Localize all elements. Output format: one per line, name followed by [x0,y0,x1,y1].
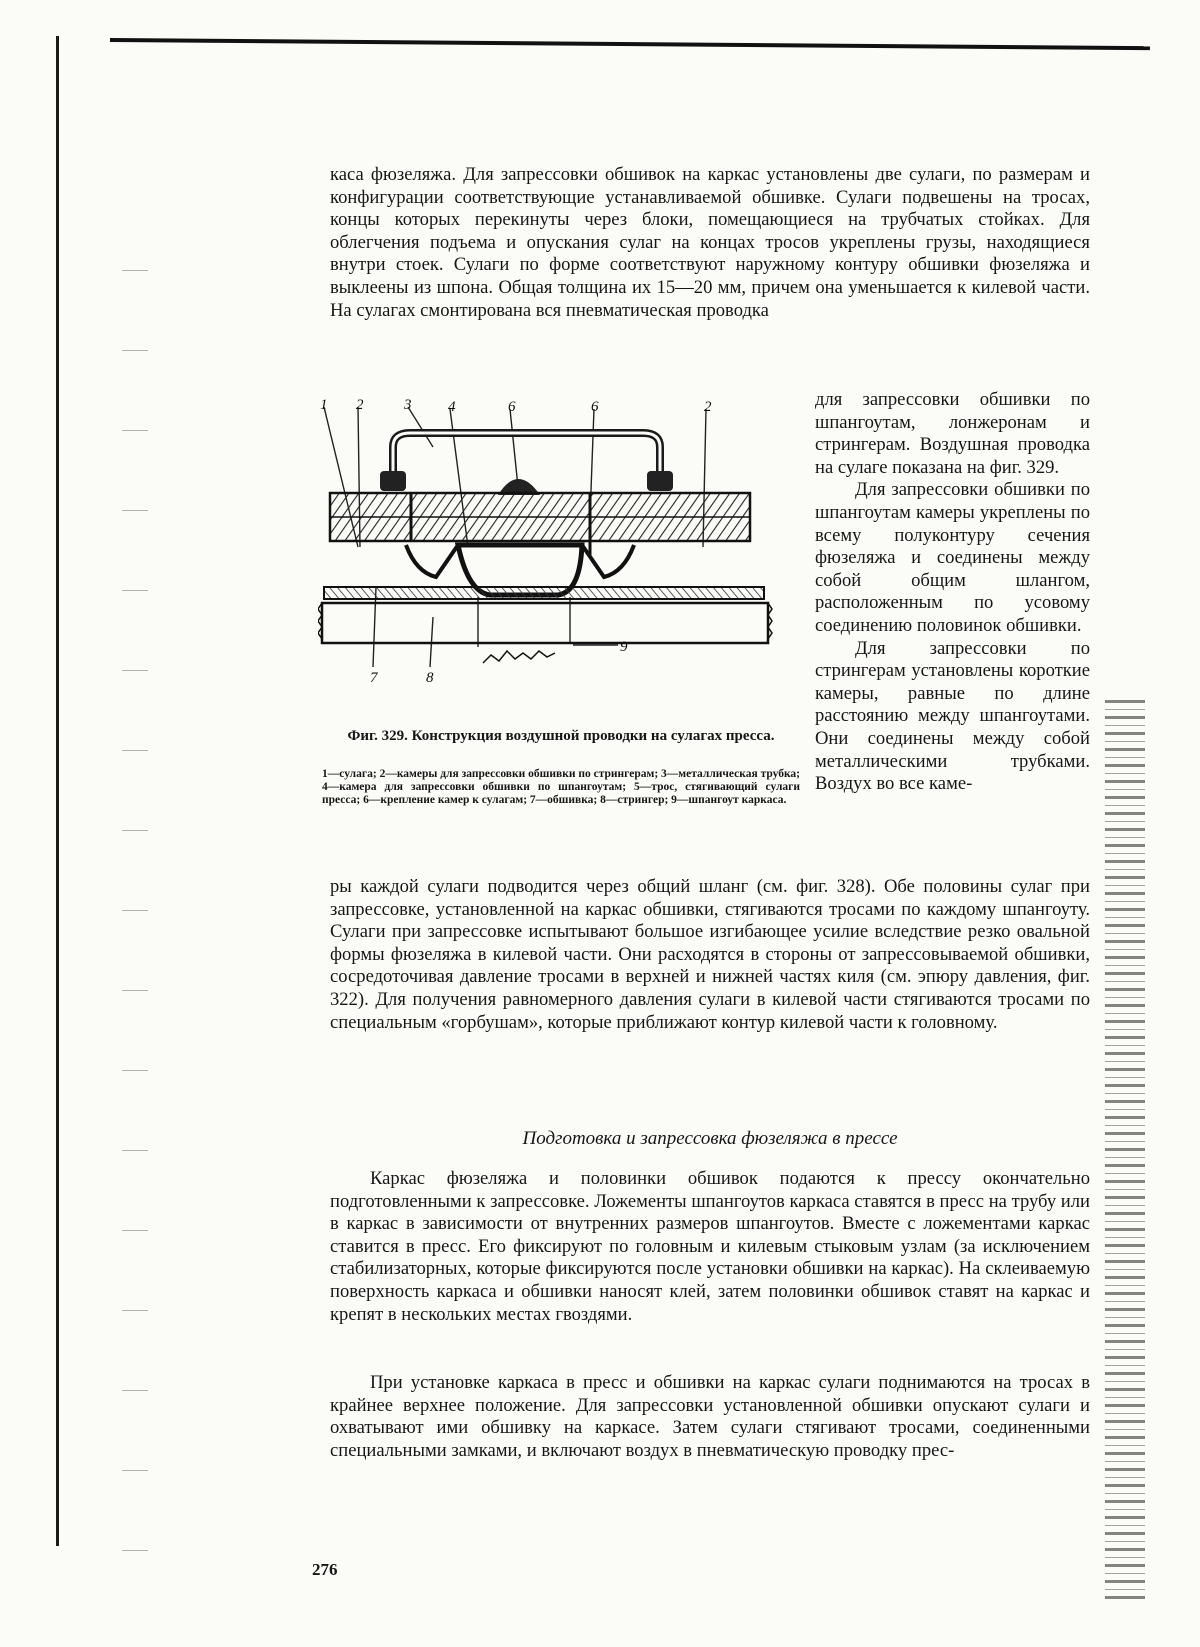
section-heading: Подготовка и запрессовка фюзеляжа в прессе [522,1128,898,1149]
figure-label-1: 1 [320,397,328,413]
body-paragraph-1 [330,164,1090,322]
page-number: 276 [312,1560,338,1579]
paragraph-text: каса фюзеляжа. Для запрессовки обшивок на каркас установлены две сулаги, по размерам и конфигурации соответствующие устанавливаемой обшивке. Сулаги подвешены на тросах, концы которых перекинуты через блоки, помещающиеся на трубчатых стойках. Для облегчения подъема и опускания сулаг на концах тросов укреплены грузы, находящиеся внутри стоек. Сулаги по форме соответствуют наружному контуру обшивки фюзеляжа и выклеены из шпона. Общая толщина их 15—20 мм, причем она уменьшается к килевой части. На сулагах смонтирована вся пневматическая проводка [330,164,1090,321]
figure-label-2b: 2 [704,399,712,415]
metal-tube [393,433,660,477]
figure-label-6a: 6 [508,399,516,415]
paragraph-text: Каркас фюзеляжа и половинки обшивок подаются к прессу окончательно подготовленными к запрессовке. Ложементы шпангоутов каркаса ставятся в пресс на трубу или в каркас в зависимости от внутренних размеров шпангоутов. Вместе с ложементами каркас ставится в пресс. Его фиксируют по головным и килевым стыковым узлам (за исключением стабилизаторных, которые фиксируются после установки обшивки на каркас). На склеиваемую поверхность каркаса и обшивки наносят клей, затем половинки обшивок ставят на каркас и крепят в нескольких местах гвоздями. [330,1168,1090,1325]
figure-label-9: 9 [620,639,628,655]
paragraph-text: ры каждой сулаги подводится через общий шланг (см. фиг. 328). Обе половины сулаг при запрессовке, установленной на каркас обшивки, стягиваются тросами по каждому шпангоуту. Сулаги при запрессовке испытывают большое изгибающее усилие вследствие резко овальной формы фюзеляжа в килевой части. Они расходятся в стороны от запрессовываемой обшивки, сосредоточивая давление тросами в верхней и нижней частях киля (см. эпюру давления, фиг. 322). Для получения равномерного давления сулаги в килевой части стягиваются тросами по специальным «горбушам», которые приближают контур килевой части к головному. [330,876,1090,1033]
side-text-1: для запрессовки обшивки по шпангоутам, лонжеронам и стрингерам. Воздушная проводка на сулаге показана на фиг. 329. [815,389,1090,478]
side-column [815,389,1090,796]
figure-label-7: 7 [370,670,378,686]
page-edge-shadow [1105,700,1145,1600]
tube-fitting-left [380,471,406,491]
body-paragraph-3 [330,876,1090,1034]
figure-label-2: 2 [356,397,364,413]
figure-label-3: 3 [404,397,412,413]
figure-caption: Фиг. 329. Конструкция воздушной проводки на сулагах пресса. [347,728,775,744]
section-paragraph-2 [330,1372,1090,1462]
section-paragraph-1 [330,1168,1090,1326]
side-text-2: Для запрессовки обшивки по шпангоутам камеры укреплены по всему полуконтуру сечения фюзеляжа и соединены между собой общим шлангом, расположенным по усовому соединению половинок обшивки. [815,479,1090,636]
figure-label-6b: 6 [591,399,599,415]
figure-label-8: 8 [426,670,434,686]
tube-fitting-right [647,471,673,491]
frame-waveline [483,651,555,663]
skin-layer [324,587,764,599]
figure-legend: 1—сулага; 2—камеры для запрессовки обшивки по стрингерам; 3—металлическая трубка; 4—камера для запрессовки обшивки по шпангоутам; 5—трос, стягивающий сулаги пресса; 6—крепление камер к сулагам; 7—обшивка; 8—стрингер; 9—шпангоут каркаса. [322,768,800,806]
bleed-through-marks [122,230,148,1580]
figure-label-4: 4 [448,399,456,415]
frame-member [322,603,768,643]
scan-border-top [110,38,1150,50]
figure-329-diagram [318,397,798,717]
side-text-3: Для запрессовки по стрингерам установлены короткие камеры, равные по длине расстоянию между шпангоутами. Они соединены между собой металлическими трубками. Воздух во все каме- [815,637,1090,795]
paragraph-text: При установке каркаса в пресс и обшивки на каркас сулаги поднимаются на тросах в крайнее верхнее положение. Для запрессовки установленной обшивки опускают сулаги и охватывают ими обшивку на каркасе. Затем сулаги стягивают тросами, соединенными специальными замками, и включают воздух в пневматическую проводку прес- [330,1372,1090,1461]
scan-border-left [56,36,59,1546]
